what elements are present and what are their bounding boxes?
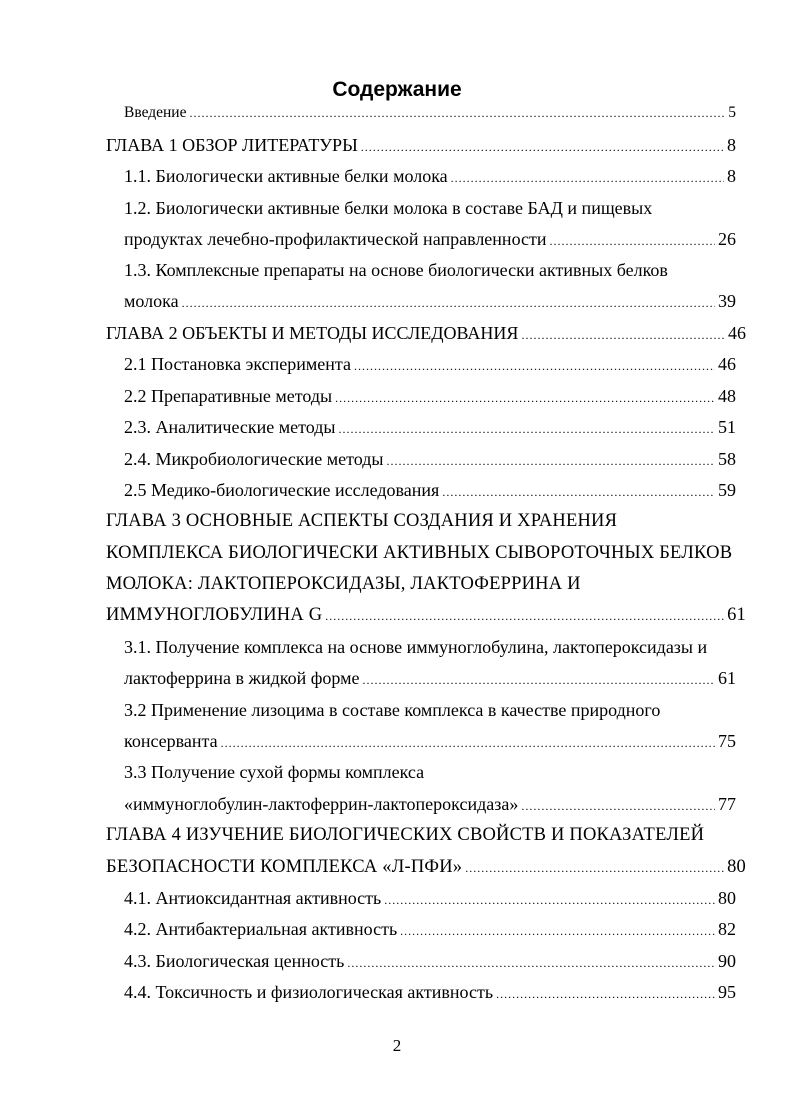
toc-title: Содержание <box>332 78 462 101</box>
leader-dots <box>325 604 724 628</box>
toc-entry-text: 4.3. Биологическая ценность <box>124 951 345 971</box>
toc-entry-text: 1.3. Комплексные препараты на основе биологически активных белков <box>124 260 668 280</box>
toc-entry-chapter-2 <box>106 321 746 347</box>
toc-entry-page: 61 <box>718 668 736 688</box>
toc-entry-text: 2.2 Препаративные методы <box>124 386 333 406</box>
toc-entry-chapter-4-cont <box>106 855 746 880</box>
toc-entry-page: 58 <box>718 449 736 469</box>
toc-entry-section-4-4 <box>124 980 736 1006</box>
toc-entry-page: 39 <box>718 291 736 311</box>
toc-entry-page: 8 <box>727 135 736 155</box>
toc-entry-text: 3.3 Получение сухой формы комплекса <box>124 762 425 782</box>
leader-dots <box>338 417 715 441</box>
toc-entry-text: 4.1. Антиоксидантная активность <box>124 888 382 908</box>
toc-entry-text: 3.2 Применение лизоцима в составе комплекса в качестве природного <box>124 700 661 720</box>
toc-entry-page: 26 <box>718 229 736 249</box>
toc-entry-introduction <box>124 101 736 125</box>
leader-dots <box>550 229 716 253</box>
toc-entry-page: 8 <box>727 166 736 186</box>
toc-entry-text: КОМПЛЕКСА БИОЛОГИЧЕСКИ АКТИВНЫХ СЫВОРОТОЧНЫХ БЕЛКОВ <box>106 543 733 563</box>
toc-entry-chapter-4 <box>106 823 704 847</box>
toc-entry-text: 4.2. Антибактериальная активность <box>124 919 398 939</box>
leader-dots <box>354 354 715 378</box>
toc-entry-text: 4.4. Токсичность и физиологическая активность <box>124 982 494 1002</box>
leader-dots <box>387 449 715 473</box>
toc-entry-text: МОЛОКА: ЛАКТОПЕРОКСИДАЗЫ, ЛАКТОФЕРРИНА И <box>106 574 581 594</box>
leader-dots <box>221 731 715 755</box>
toc-entry-text: «иммуноглобулин-лактоферрин-лактопероксидаза» <box>124 794 519 814</box>
toc-entry-page: 51 <box>718 417 736 437</box>
toc-entry-section-1-3-cont <box>124 289 736 315</box>
toc-entry-text: ИММУНОГЛОБУЛИНА G <box>106 605 323 625</box>
leader-dots <box>465 856 724 880</box>
toc-entry-text: 1.2. Биологически активные белки молока в составе БАД и пищевых <box>124 198 653 218</box>
leader-dots <box>335 386 715 410</box>
toc-entry-chapter-3 <box>106 509 617 533</box>
toc-entry-section-3-3 <box>124 760 424 784</box>
toc-entry-page: 59 <box>718 480 736 500</box>
toc-entry-text: лактоферрина в жидкой форме <box>124 668 360 688</box>
toc-entry-chapter-3-cont-1 <box>106 541 732 565</box>
leader-dots <box>496 982 715 1006</box>
toc-entry-text: продуктах лечебно-профилактической направленности <box>124 229 547 249</box>
toc-entry-section-3-2-cont <box>124 729 736 755</box>
toc-entry-section-2-3 <box>124 415 736 441</box>
toc-entry-section-3-1-cont <box>124 666 736 692</box>
toc-entry-section-4-3 <box>124 949 736 975</box>
toc-entry-text: 2.5 Медико-биологические исследования <box>124 480 440 500</box>
toc-entry-text: 1.1. Биологически активные белки молока <box>124 166 448 186</box>
toc-entry-section-1-3 <box>124 258 668 282</box>
toc-entry-section-4-2 <box>124 917 736 943</box>
leader-dots <box>347 951 715 975</box>
toc-entry-text: консерванта <box>124 731 218 751</box>
toc-entry-section-3-3-cont <box>124 792 736 818</box>
toc-entry-section-2-4 <box>124 447 736 473</box>
leader-dots <box>182 291 715 315</box>
toc-entry-text: Введение <box>124 104 187 121</box>
leader-dots <box>361 135 724 159</box>
leader-dots <box>362 668 715 692</box>
toc-entry-page: 5 <box>728 104 736 121</box>
toc-entry-text: БЕЗОПАСНОСТИ КОМПЛЕКСА «Л-ПФИ» <box>106 857 463 877</box>
toc-entry-page: 90 <box>718 951 736 971</box>
toc-entry-text: 2.4. Микробиологические методы <box>124 449 384 469</box>
toc-entry-section-4-1 <box>124 886 736 912</box>
toc-entry-section-2-1 <box>124 352 736 378</box>
toc-entry-chapter-3-cont-3 <box>106 603 746 628</box>
toc-entry-chapter-1 <box>106 133 736 159</box>
toc-entry-page: 77 <box>718 794 736 814</box>
leader-dots <box>189 101 725 125</box>
toc-entry-section-2-5 <box>124 478 736 504</box>
toc-entry-text: 2.1 Постановка эксперимента <box>124 354 351 374</box>
leader-dots <box>442 480 715 504</box>
leader-dots <box>521 794 715 818</box>
toc-entry-section-1-2-cont <box>124 227 736 253</box>
toc-entry-page: 61 <box>727 605 746 625</box>
leader-dots <box>384 888 715 912</box>
toc-entry-section-2-2 <box>124 384 736 410</box>
toc-entry-page: 75 <box>718 731 736 751</box>
toc-entry-section-1-2 <box>124 196 652 220</box>
toc-entry-text: ГЛАВА 4 ИЗУЧЕНИЕ БИОЛОГИЧЕСКИХ СВОЙСТВ И ПОКАЗАТЕЛЕЙ <box>106 825 705 845</box>
toc-entry-page: 46 <box>718 354 736 374</box>
toc-entry-text: ГЛАВА 1 ОБЗОР ЛИТЕРАТУРЫ <box>106 135 358 155</box>
toc-entry-page: 46 <box>728 323 746 343</box>
leader-dots <box>521 323 725 347</box>
toc-entry-text: 3.1. Получение комплекса на основе иммуноглобулина, лактопероксидазы и <box>124 637 708 657</box>
toc-entry-page: 82 <box>718 919 736 939</box>
page-number: 2 <box>392 1036 402 1055</box>
toc-entry-page: 95 <box>718 982 736 1002</box>
toc-entry-page: 48 <box>718 386 736 406</box>
toc-entry-text: молока <box>124 291 179 311</box>
toc-entry-section-3-2 <box>124 698 660 722</box>
leader-dots <box>400 919 715 943</box>
leader-dots <box>451 166 724 190</box>
toc-entry-page: 80 <box>718 888 736 908</box>
toc-entry-page: 80 <box>727 857 746 877</box>
toc-entry-chapter-3-cont-2 <box>106 572 581 596</box>
toc-entry-section-3-1 <box>124 635 707 659</box>
toc-entry-text: 2.3. Аналитические методы <box>124 417 336 437</box>
toc-entry-text: ГЛАВА 2 ОБЪЕКТЫ И МЕТОДЫ ИССЛЕДОВАНИЯ <box>106 323 519 343</box>
toc-entry-text: ГЛАВА 3 ОСНОВНЫЕ АСПЕКТЫ СОЗДАНИЯ И ХРАНЕНИЯ <box>106 511 618 531</box>
toc-entry-section-1-1 <box>124 164 736 190</box>
